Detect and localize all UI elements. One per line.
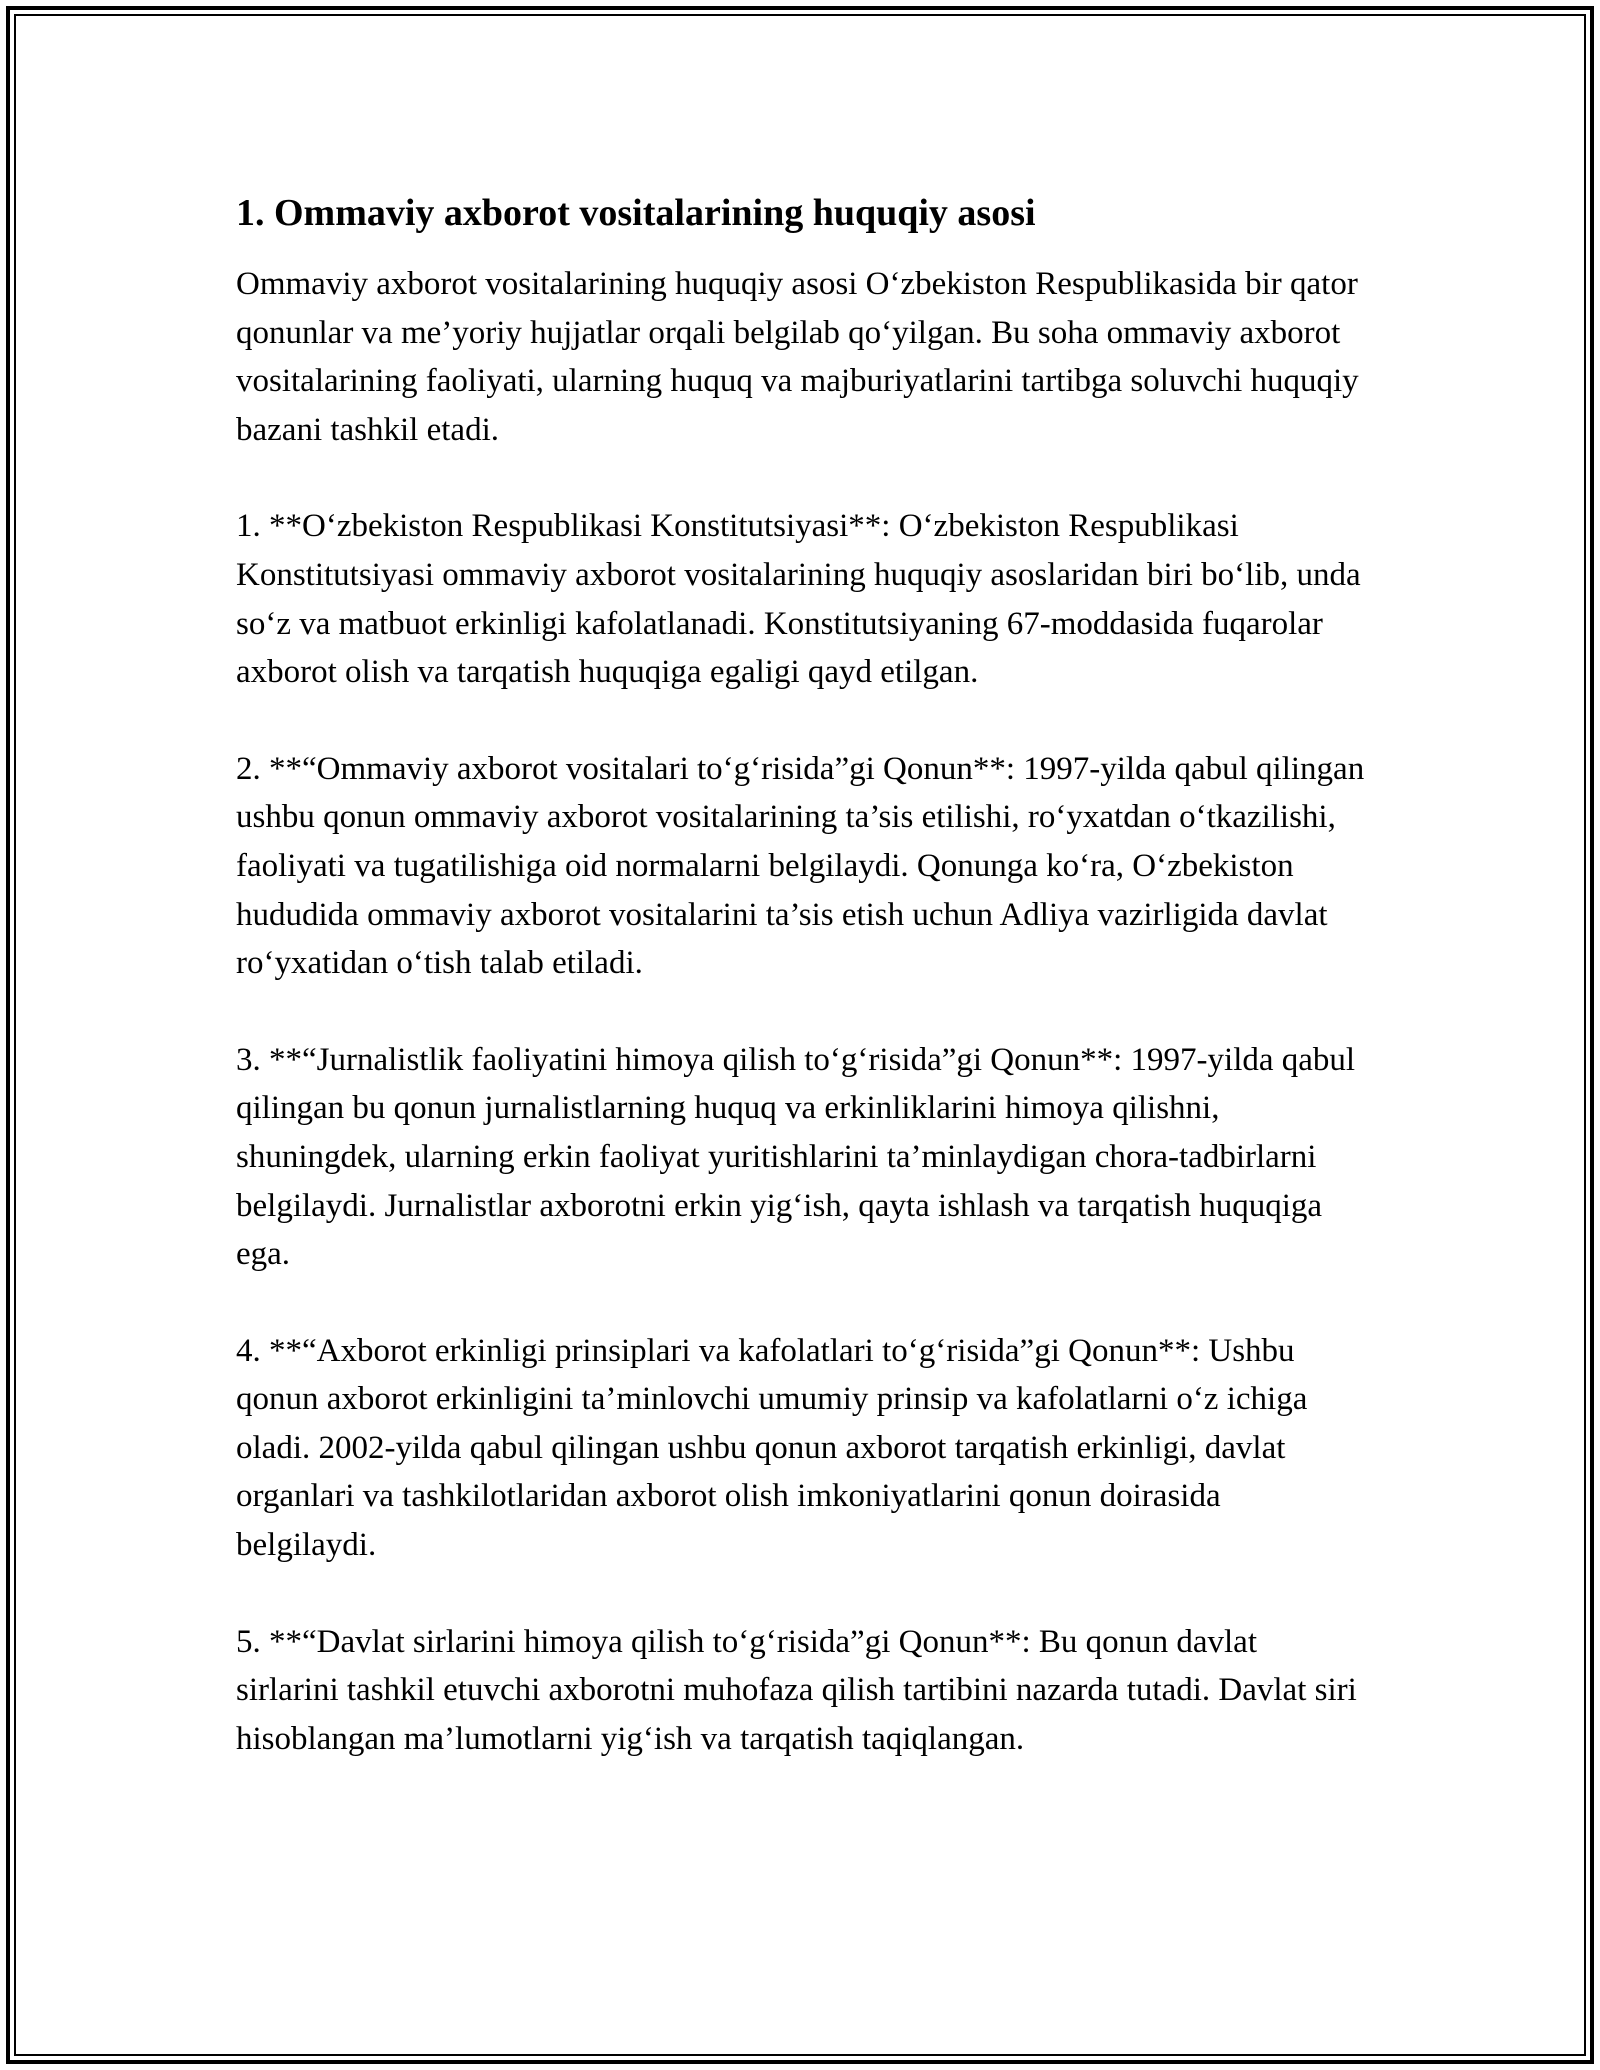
section-heading: 1. Ommaviy axborot vositalarining huquqiy asosi (236, 192, 1036, 234)
intro-paragraph: Ommaviy axborot vositalarining huquqiy asosi O‘zbekiston Respublikasida bir qator qonunlar va me’yoriy hujjatlar orqali belgilab qo‘yilgan. Bu soha ommaviy axborot vositalarining faoliyati, ularning huquq va majburiyatlarini tartibga soluvchi huquqiy bazani tashkil etadi. (236, 266, 1359, 448)
list-item-1: 1. **O‘zbekiston Respublikasi Konstitutsiyasi**: O‘zbekiston Respublikasi Konstitutsiyasi ommaviy axborot vositalarining huquqiy asoslaridan biri bo‘lib, unda so‘z va matbuot erkinligi kafolatlanadi. Konstitutsiyaning 67-moddasida fuqarolar axborot olish va tarqatish huquqiga egaligi qayd etilgan. (236, 508, 1361, 691)
list-item-3: 3. **“Jurnalistlik faoliyatini himoya qilish to‘g‘risida”gi Qonun**: 1997-yilda qabul qilingan bu qonun jurnalistlarning huquq va erkinliklarini himoya qilishni, shuningdek, ularning erkin faoliyat yuritishlarini ta’minlaydigan chora-tadbirlarni belgilaydi. Jurnalistlar axborotni erkin yig‘ish, qayta ishlash va tarqatish huquqiga ega. (236, 1041, 1356, 1273)
list-item-4: 4. **“Axborot erkinligi prinsiplari va kafolatlari to‘g‘risida”gi Qonun**: Ushbu qonun axborot erkinligini ta’minlovchi umumiy prinsip va kafolatlarni o‘z ichiga oladi. 2002-yilda qabul qilingan ushbu qonun axborot tarqatish erkinligi, davlat organlari va tashkilotlaridan axborot olish imkoniyatlarini qonun doirasida belgilaydi. (236, 1332, 1308, 1564)
list-item-2: 2. **“Ommaviy axborot vositalari to‘g‘risida”gi Qonun**: 1997-yilda qabul qilingan ushbu qonun ommaviy axborot vositalarining ta’sis etilishi, ro‘yxatdan o‘tkazilishi, faoliyati va tugatilishiga oid normalarni belgilaydi. Qonunga ko‘ra, O‘zbekiston hududida ommaviy axborot vositalarini ta’sis etish uchun Adliya vazirligida davlat ro‘yxatidan o‘tish talab etiladi. (236, 750, 1365, 982)
list-item-5: 5. **“Davlat sirlarini himoya qilish to‘g‘risida”gi Qonun**: Bu qonun davlat sirlarini tashkil etuvchi axborotni muhofaza qilish tartibini nazarda tutadi. Davlat siri hisoblangan ma’lumotlarni yig‘ish va tarqatish taqiqlangan. (236, 1623, 1357, 1757)
document-body (236, 186, 1366, 1763)
